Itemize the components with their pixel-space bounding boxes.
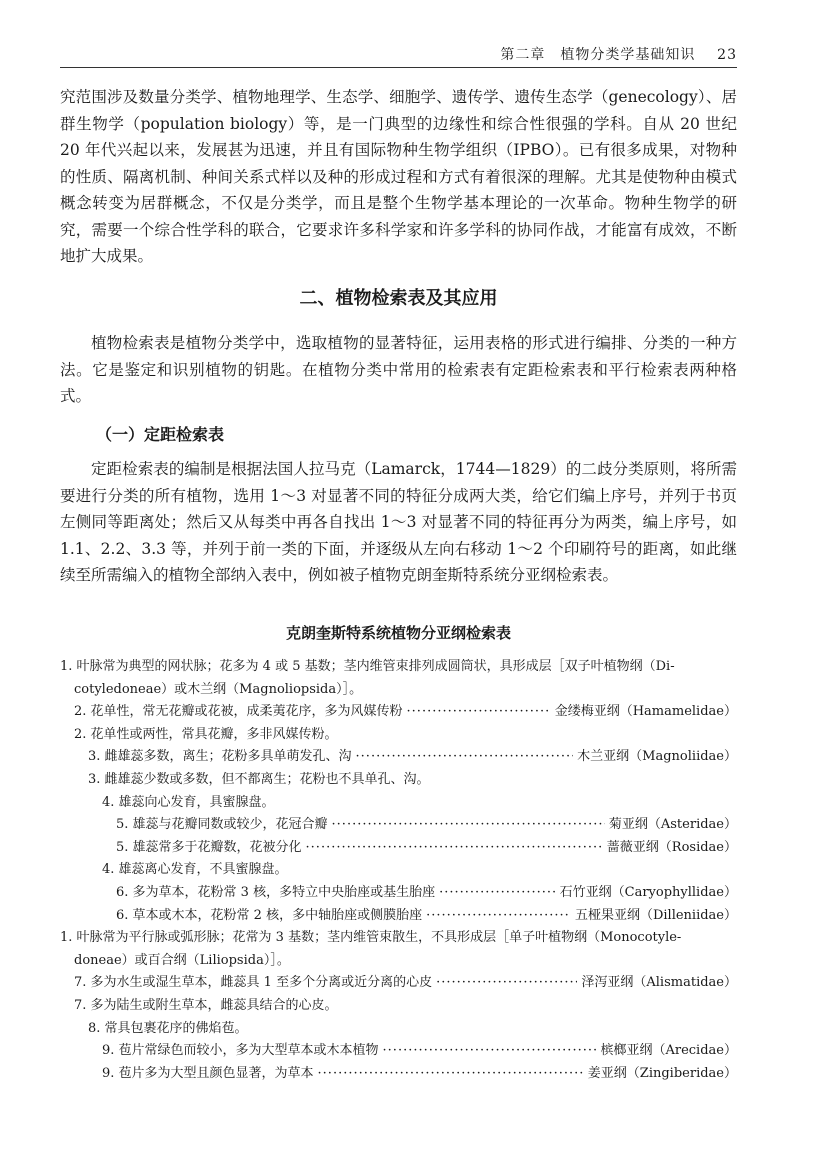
- key-row-9a-result: 槟榔亚纲（Arecidae）: [600, 1043, 737, 1059]
- leader-dots: [407, 701, 551, 724]
- key-row-2a: [60, 701, 737, 724]
- leader-dots: [426, 905, 571, 928]
- leader-dots: [306, 837, 603, 860]
- key-row-7b: 7. 多为陆生或附生草本，雌蕊具结合的心皮。: [74, 997, 338, 1013]
- key-row-2a-text: 2. 花单性，常无花瓣或花被，成柔荑花序，多为风媒传粉: [74, 704, 403, 720]
- section-text: 植物检索表是植物分类学中，选取植物的显著特征，运用表格的形式进行编排、分类的一种方法。它是鉴定和识别植物的钥匙。在植物分类中常用的检索表有定距检索表和平行检索表两种格式。: [60, 334, 737, 405]
- key-row-5a-text: 5. 雄蕊与花瓣同数或较少，花冠合瓣: [116, 817, 328, 833]
- key-row-3a-text: 3. 雌雄蕊多数，离生；花粉多具单萌发孔、沟: [88, 749, 352, 765]
- key-row-1b-cont: doneae）或百合纲（Liliopsida）］。: [74, 952, 290, 968]
- section-title: 二、植物检索表及其应用: [299, 288, 498, 309]
- running-header: [500, 44, 737, 64]
- key-row-7a-result: 泽泻亚纲（Alismatidae）: [581, 975, 737, 991]
- key-row-2a-result: 金缕梅亚纲（Hamamelidae）: [554, 704, 737, 720]
- identification-key: [60, 656, 737, 1085]
- key-row-2b: 2. 花单性或两性，常具花瓣，多非风媒传粉。: [74, 726, 338, 742]
- key-row-5b-result: 蔷薇亚纲（Rosidae）: [606, 839, 737, 855]
- key-row-7a: [60, 972, 737, 995]
- chapter-title: 第二章 植物分类学基础知识: [500, 47, 696, 63]
- key-row-9b-text: 9. 苞片多为大型且颜色显著，为草本: [102, 1065, 314, 1081]
- section-paragraph: [60, 330, 737, 410]
- key-row-4a: 4. 雄蕊向心发育，具蜜腺盘。: [102, 794, 275, 810]
- key-row-5b: [60, 837, 737, 860]
- key-title: 克朗奎斯特系统植物分亚纲检索表: [285, 624, 511, 642]
- key-row-1b: 1. 叶脉常为平行脉或弧形脉；花常为 3 基数；茎内维管束散生，不具形成层［单子叶植物纲（Monocotyle-: [60, 930, 682, 946]
- intro-text: 究范围涉及数量分类学、植物地理学、生态学、细胞学、遗传学、遗传生态学（genecology）、居群生物学（population biology）等，是一门典型的边缘性和综合性很强的学科。自从 20 世纪 20 年代兴起以来，发展甚为迅速，并且有国际物种生物学组织（IPBO）。已有很多成果，对物种的性质、隔离机制、种间关系式样以及种的形成过程和方式有着很深的理解。尤其是使物种由模式概念转变为居群概念，不仅是分类学，而且是整个生物学基本理论的一次革命。物种生物学的研究，需要一个综合性学科的联合，它要求许多科学家和许多学科的协同作战，才能富有成效，不断地扩大成果。: [60, 88, 737, 265]
- key-row-8a: 8. 常具包裹花序的佛焰苞。: [88, 1020, 248, 1036]
- subsection-title: （一）定距检索表: [96, 425, 225, 444]
- page-number: 23: [717, 47, 737, 63]
- header-rule: [60, 67, 737, 68]
- key-row-9b-result: 姜亚纲（Zingiberidae）: [587, 1065, 737, 1081]
- key-row-6b-result: 五桠果亚纲（Dilleniidae）: [574, 907, 737, 923]
- leader-dots: [439, 882, 556, 905]
- key-row-3b: 3. 雌雄蕊少数或多数，但不都离生；花粉也不具单孔、沟。: [88, 771, 430, 787]
- key-row-3a-result: 木兰亚纲（Magnoliidae）: [577, 749, 737, 765]
- key-row-9a-text: 9. 苞片常绿色而较小，多为大型草本或木本植物: [102, 1043, 379, 1059]
- leader-dots: [356, 746, 574, 769]
- key-row-6b: [60, 905, 737, 928]
- key-row-4b: 4. 雄蕊离心发育，不具蜜腺盘。: [102, 862, 288, 878]
- key-row-7a-text: 7. 多为水生或湿生草本，雌蕊具 1 至多个分离或近分离的心皮: [74, 975, 433, 991]
- key-row-3a: [60, 746, 737, 769]
- key-row-9a: [60, 1040, 737, 1063]
- key-row-6a-text: 6. 多为草本，花粉常 3 核，多特立中央胎座或基生胎座: [116, 884, 436, 900]
- subsection-text: 定距检索表的编制是根据法国人拉马克（Lamarck，1744—1829）的二歧分类原则，将所需要进行分类的所有植物，选用 1～3 对显著不同的特征分成两大类，给它们编上序号，并列于书页左侧同等距离处；然后又从每类中再各自找出 1～3 对显著不同的特征再分为两类，编上序号，如 1.1、2.2、3.3 等，并列于前一类的下面，并逐级从左向右移动 1～2 个印刷符号的距离，如此继续至所需编入的植物全部纳入表中，例如被子植物克朗奎斯特系统分亚纲检索表。: [60, 460, 737, 584]
- key-row-5b-text: 5. 雄蕊常多于花瓣数，花被分化: [116, 839, 302, 855]
- page-header: [60, 40, 737, 68]
- leader-dots: [318, 1063, 584, 1086]
- leader-dots: [332, 814, 605, 837]
- key-row-1a-cont: cotyledoneae）或木兰纲（Magnoliopsida）］。: [74, 681, 363, 697]
- key-row-1a: 1. 叶脉常为典型的网状脉；花多为 4 或 5 基数；茎内维管束排列成圆筒状，具形成层［双子叶植物纲（Di-: [60, 659, 675, 674]
- key-row-5a-result: 菊亚纲（Asteridae）: [608, 817, 737, 833]
- subsection-paragraph: [60, 456, 737, 589]
- leader-dots: [436, 972, 577, 995]
- key-row-5a: [60, 814, 737, 837]
- key-row-6b-text: 6. 草本或木本，花粉常 2 核，多中轴胎座或侧膜胎座: [116, 907, 423, 923]
- key-row-6a-result: 石竹亚纲（Caryophyllidae）: [559, 884, 737, 900]
- key-row-6a: [60, 882, 737, 905]
- key-row-9b: [60, 1063, 737, 1086]
- leader-dots: [383, 1040, 597, 1063]
- intro-paragraph: [60, 84, 737, 270]
